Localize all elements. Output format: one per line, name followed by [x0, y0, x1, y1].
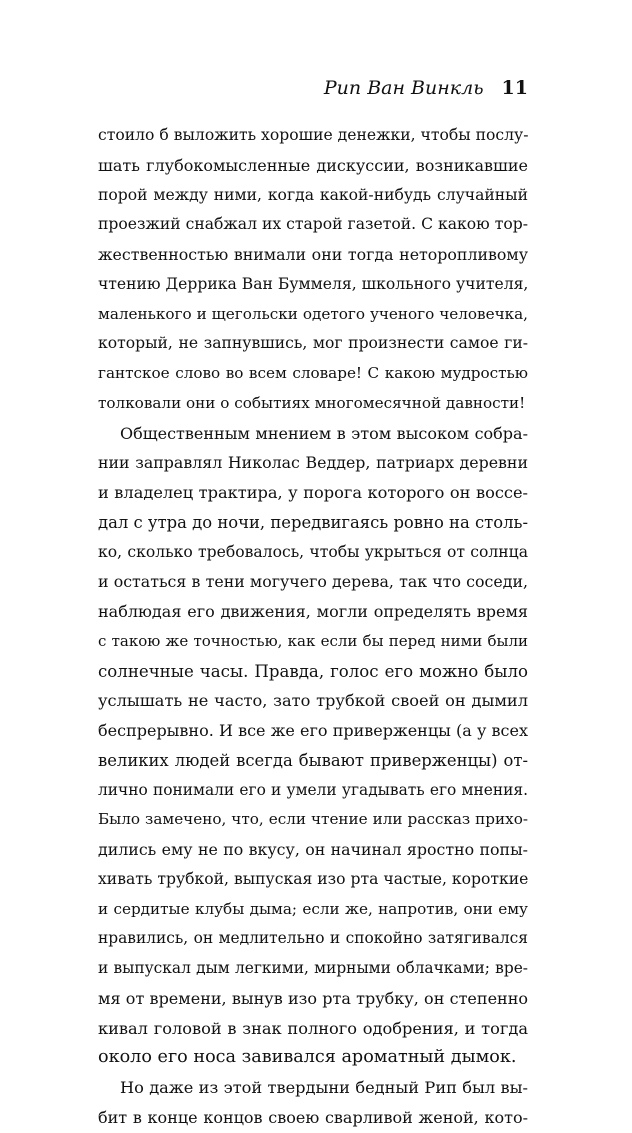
text-line: порой между ними, когда какой-нибудь случайный	[98, 185, 528, 204]
running-title: Рип Ван Винкль	[323, 77, 484, 99]
text-line: с такою же точностью, как если бы перед ними были	[98, 631, 528, 650]
running-head	[324, 76, 528, 100]
text-line: шать глубокомысленные дискуссии, возникавшие	[98, 155, 528, 175]
text-line: толковали они о событиях многомесячной давности!	[98, 393, 526, 412]
text-line: наблюдая его движения, могли определять время	[98, 602, 528, 621]
text-line: и сердитые клубы дыма; если же, напротив, они ему	[98, 899, 528, 918]
text-line: хивать трубкой, выпуская изо рта частые, короткие	[98, 869, 529, 888]
body-text	[98, 121, 528, 1133]
text-line: услышать не часто, зато трубкой своей он дымил	[98, 691, 528, 711]
text-line: великих людей всегда бывают приверженцы) от-	[98, 750, 528, 770]
text-line: ко, сколько требовалось, чтобы укрыться от солнца	[98, 542, 528, 561]
text-line: Было замечено, что, если чтение или рассказ прихо-	[98, 810, 528, 829]
text-line: бит в конце концов своею сварливой женой, кото-	[98, 1107, 528, 1127]
text-line: кивал головой в знак полного одобрения, и тогда	[98, 1018, 528, 1038]
text-line: который, не запнувшись, мог произнести самое ги-	[98, 334, 528, 353]
text-line: дились ему не по вкусу, он начинал яростно попы-	[98, 840, 528, 859]
text-line: стоило б выложить хорошие денежки, чтобы послу-	[98, 126, 529, 144]
text-line: жественностью внимали они тогда неторопливому	[98, 245, 528, 264]
text-line: лично понимали его и умели угадывать его мнения.	[98, 780, 528, 799]
text-line: около его носа завивался ароматный дымок.	[98, 1047, 517, 1068]
text-line: мя от времени, вынув изо рта трубку, он степенно	[98, 988, 528, 1008]
text-line: и выпускал дым легкими, мирными облачками; вре-	[98, 959, 528, 977]
text-line: проезжий снабжал их старой газетой. С какою тор-	[98, 215, 528, 234]
page-number: 11	[501, 77, 528, 99]
text-line: нравились, он медлительно и спокойно затягивался	[98, 929, 528, 948]
text-line: и владелец трактира, у порога которого он воссе-	[98, 483, 528, 502]
text-line: Общественным мнением в этом высоком собра-	[120, 423, 528, 443]
text-line: Но даже из этой твердыни бедный Рип был вы-	[120, 1078, 528, 1097]
text-line: маленького и щегольски одетого ученого человечка,	[98, 304, 528, 323]
text-line: солнечные часы. Правда, голос его можно было	[98, 661, 528, 681]
text-line: гантское слово во всем словаре! С какою мудростью	[98, 364, 528, 382]
text-line: дал с утра до ночи, передвигаясь ровно на столь-	[98, 512, 528, 532]
text-line: и остаться в тени могучего дерева, так что соседи,	[98, 572, 528, 592]
text-line: беспрерывно. И все же его приверженцы (а у всех	[98, 721, 528, 740]
text-line: чтению Деррика Ван Буммеля, школьного учителя,	[98, 274, 529, 293]
text-line: нии заправлял Николас Веддер, патриарх деревни	[98, 453, 528, 473]
